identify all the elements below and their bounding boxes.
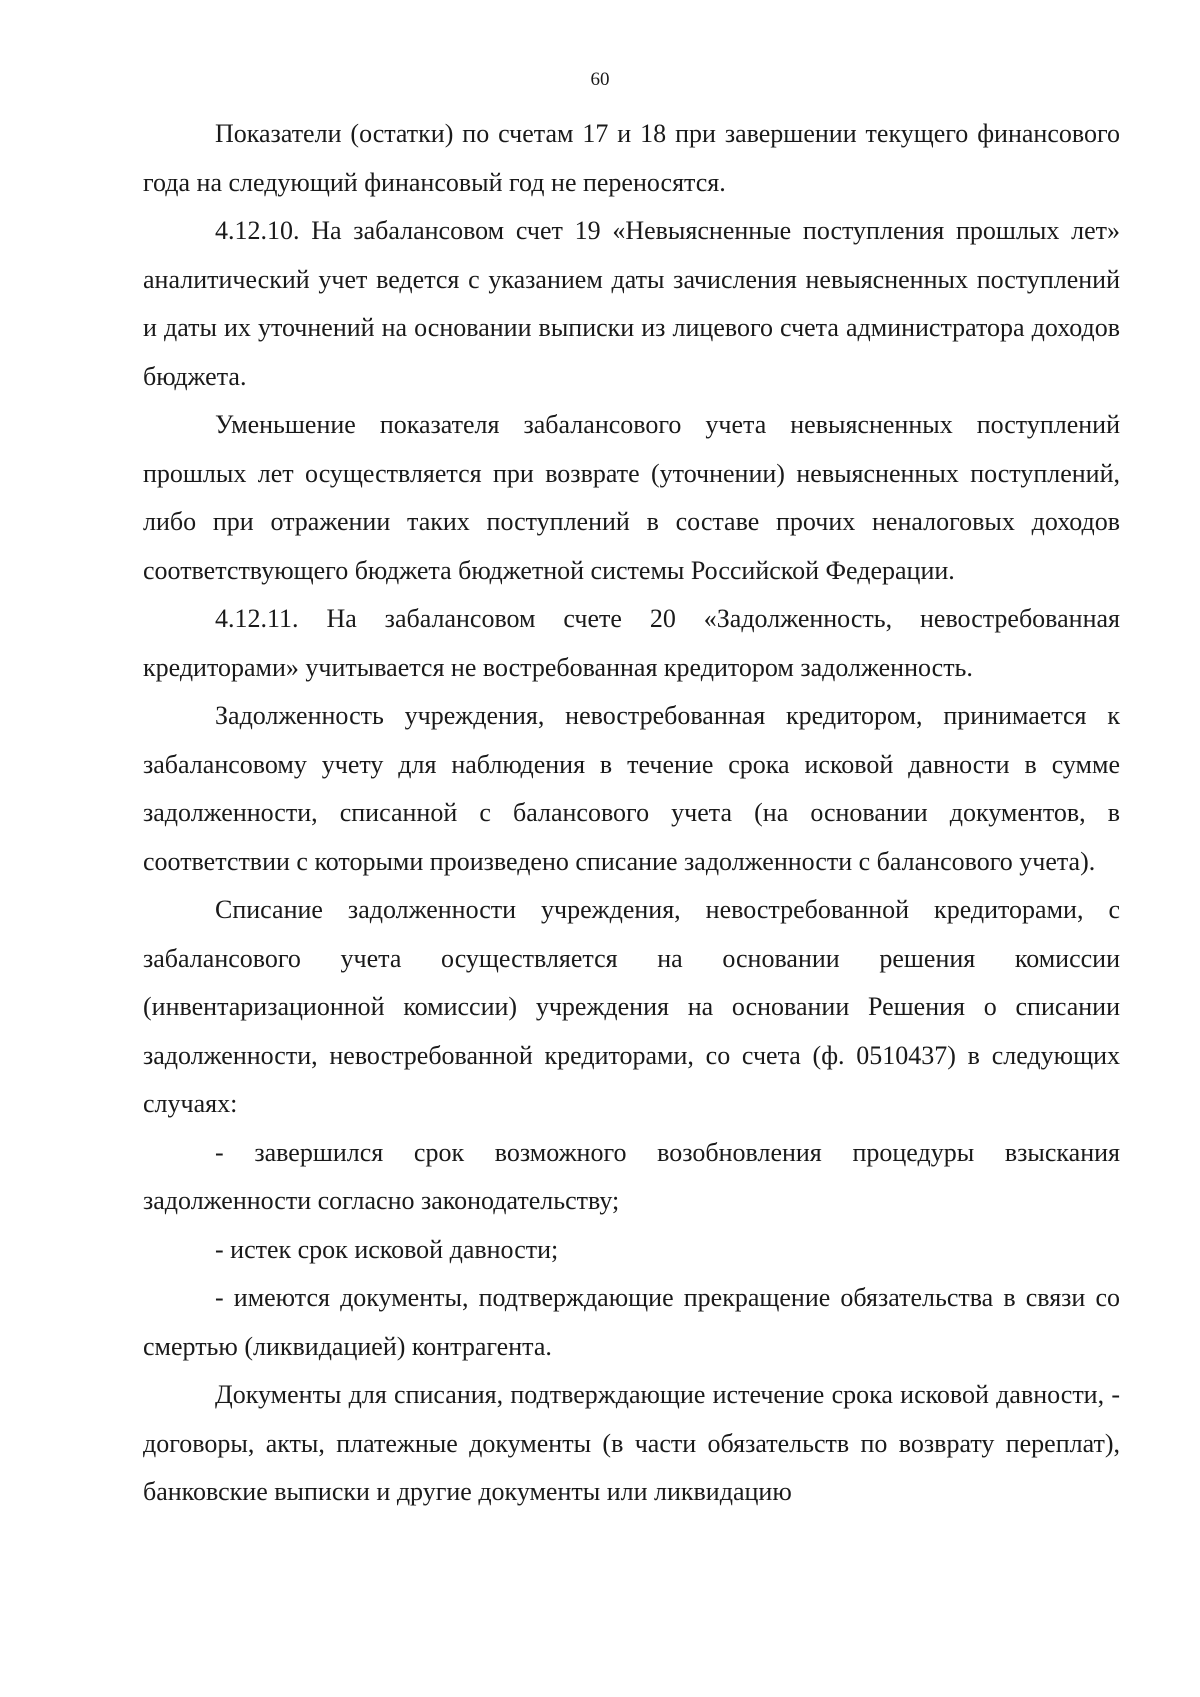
paragraph-4-12-10: 4.12.10. На забалансовом счет 19 «Невыясненные поступления прошлых лет» аналитический учет ведется с указанием даты зачисления невыясненных поступлений и даты их уточнений на основании выписки из лицевого счета администратора доходов бюджета. [143, 216, 1120, 391]
list-item-recovery-term: - завершился срок возможного возобновления процедуры взыскания задолженности согласно законодательству; [143, 1137, 1120, 1215]
paragraph-4-12-11: 4.12.11. На забалансовом счете 20 «Задолженность, невостребованная кредиторами» учитывается не востребованная кредитором задолженность. [143, 604, 1120, 682]
page-number: 60 [590, 69, 610, 90]
document-body [143, 110, 1120, 1517]
paragraph-debt-acceptance: Задолженность учреждения, невостребованная кредитором, принимается к забалансовому учету для наблюдения в течение срока исковой давности в сумме задолженности, списанной с балансового учета (на основании документов, в соответствии с которыми произведено списание задолженности с балансового учета). [143, 701, 1120, 876]
paragraph-decrease-indicator: Уменьшение показателя забалансового учета невыясненных поступлений прошлых лет осуществляется при возврате (уточнении) невыясненных поступлений, либо при отражении таких поступлений в составе прочих неналоговых доходов соответствующего бюджета бюджетной системы Российской Федерации. [143, 410, 1120, 585]
paragraph-debt-writeoff: Списание задолженности учреждения, невостребованной кредиторами, с забалансового учета осуществляется на основании решения комиссии (инвентаризационной комиссии) учреждения на основании Решения о списании задолженности, невостребованной кредиторами, со счета (ф. 0510437) в следующих случаях: [143, 895, 1120, 1118]
paragraph-writeoff-documents: Документы для списания, подтверждающие истечение срока исковой давности, - договоры, акты, платежные документы (в части обязательств по возврату переплат), банковские выписки и другие документы или ликвидацию [143, 1380, 1120, 1506]
list-item-limitation-expired: - истек срок исковой давности; [215, 1234, 559, 1264]
list-item-counterparty-liquidation: - имеются документы, подтверждающие прекращение обязательства в связи со смертью (ликвидацией) контрагента. [143, 1283, 1120, 1361]
paragraph-carryover-accounts: Показатели (остатки) по счетам 17 и 18 при завершении текущего финансового года на следующий финансовый год не переносятся. [143, 119, 1120, 197]
